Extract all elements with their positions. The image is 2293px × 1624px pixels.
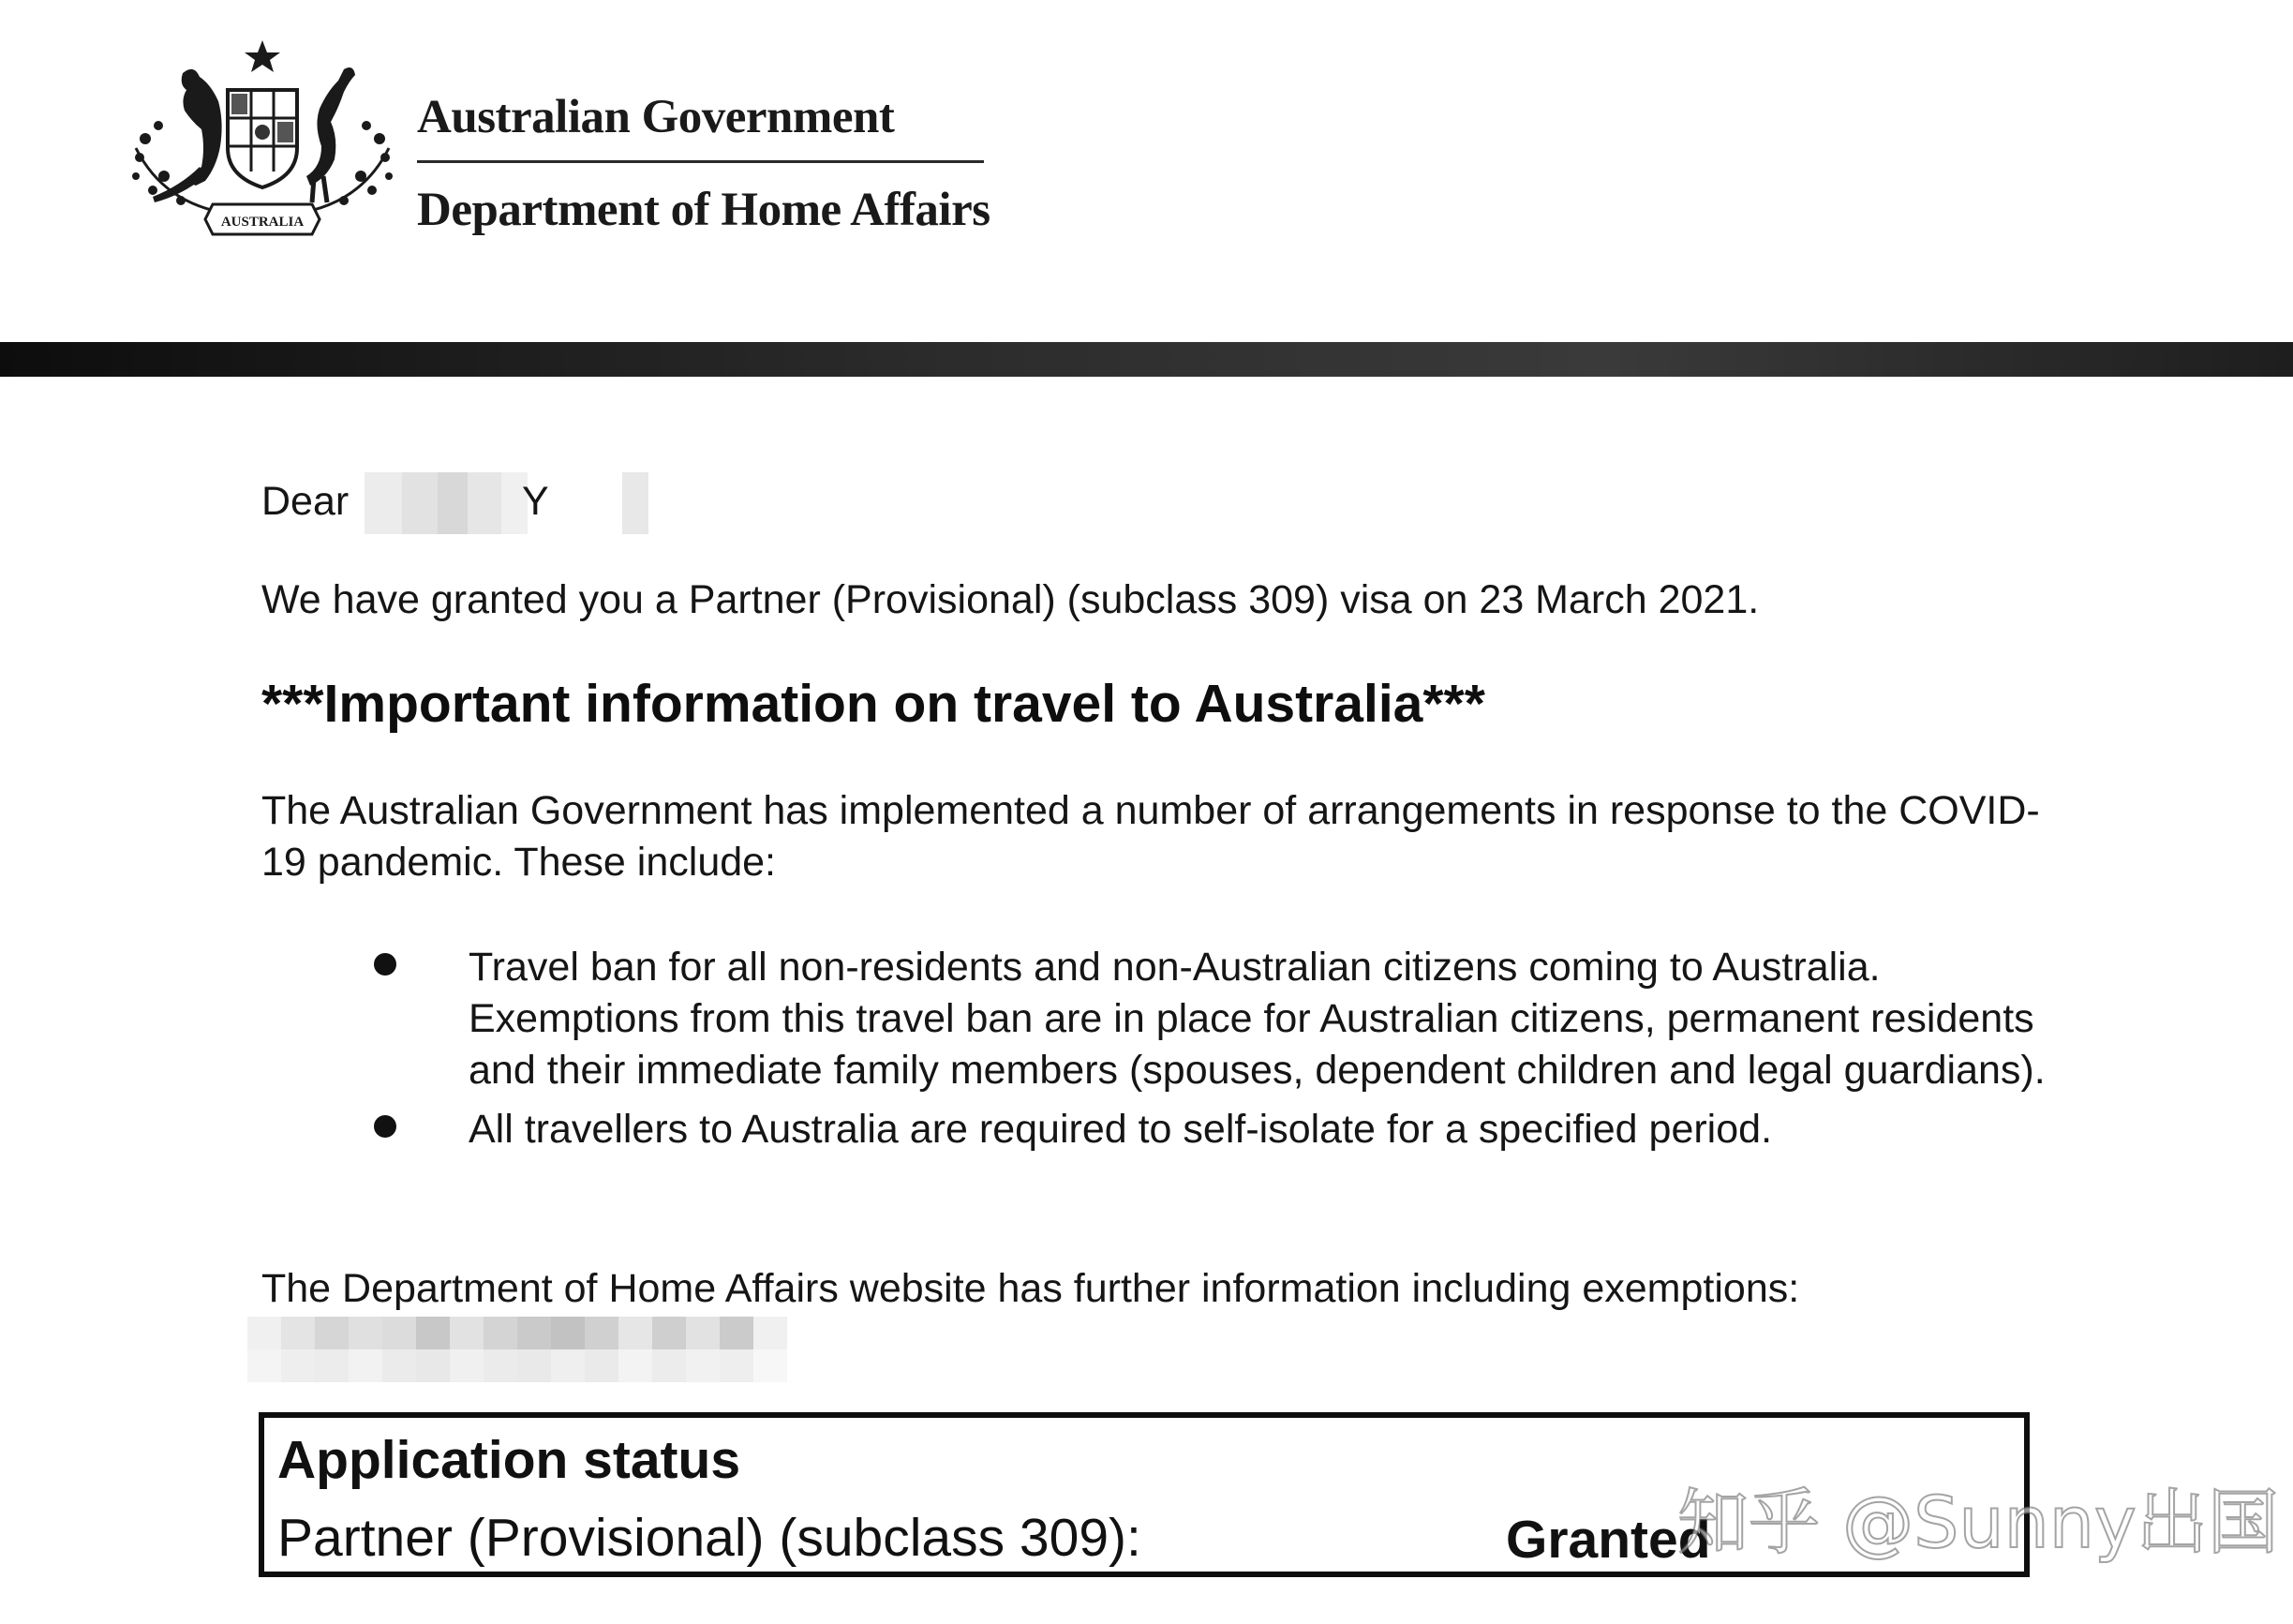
restriction-list [261, 942, 2046, 1163]
list-item [261, 1104, 2062, 1155]
agency-name [417, 89, 990, 238]
list-item-text: Travel ban for all non-residents and non-Australian citizens coming to Australia. Exemptions from this travel ban are in place for Australian citizens, permanent residents and their immediate family members (spouses, dependent children and legal guardians). [469, 945, 2046, 1093]
name-initial: Y [522, 479, 549, 524]
redacted-website-link [247, 1317, 810, 1382]
bullet-icon [374, 1115, 396, 1138]
further-info-paragraph: The Department of Home Affairs website has further information including exemptions: [261, 1266, 1800, 1311]
grant-sentence: We have granted you a Partner (Provisional) (subclass 309) visa on 23 March 2021. [261, 577, 1760, 622]
letter-body [261, 469, 2061, 1311]
crest-ribbon-text: AUSTRALIA [220, 215, 305, 230]
australian-coat-of-arms-icon [127, 36, 398, 246]
status-title: Application status [277, 1430, 741, 1490]
list-item-text: All travellers to Australia are required to self-isolate for a specified period. [469, 1107, 1773, 1152]
agency-divider [417, 160, 984, 163]
watermark: 知乎 @Sunny出国 [1677, 1481, 2279, 1564]
letterhead [0, 0, 2293, 342]
intro-paragraph: The Australian Government has implemented a number of arrangements in response to the COVID-19 pandemic. These include: [261, 788, 2040, 885]
redacted-name [365, 472, 767, 538]
status-value: Granted [1506, 1510, 1711, 1570]
header-banner [0, 342, 2293, 377]
list-item [261, 942, 2062, 1096]
salutation-word: Dear [261, 479, 350, 524]
government-name: Australian Government [417, 91, 895, 143]
travel-heading: ***Important information on travel to Australia*** [261, 674, 1485, 734]
visa-type-label: Partner (Provisional) (subclass 309): [277, 1508, 1141, 1568]
bullet-icon [374, 953, 396, 976]
salutation [261, 469, 2061, 534]
department-name: Department of Home Affairs [417, 184, 990, 236]
